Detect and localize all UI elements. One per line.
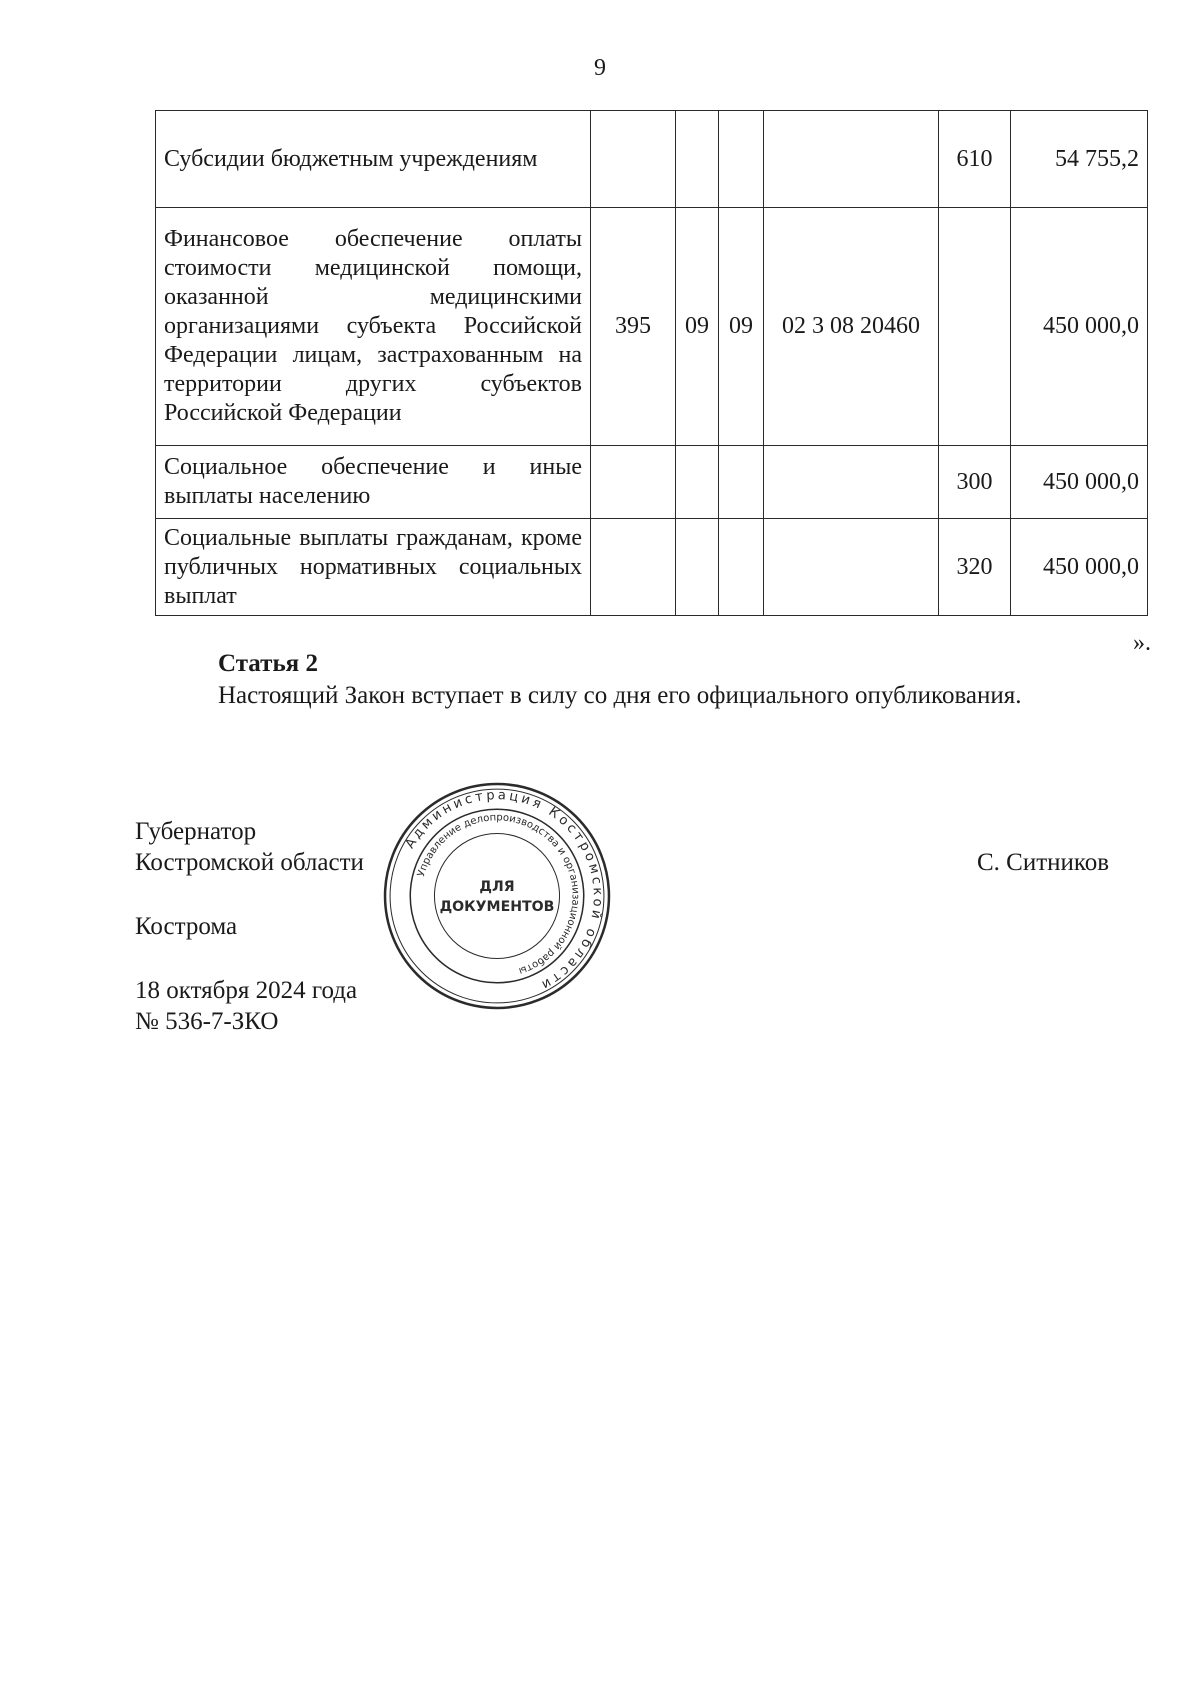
cell-section: 09 [676,208,719,446]
table-row [156,446,1148,519]
cell-target [764,446,939,519]
cell-ministry [591,111,676,208]
budget-table [155,110,1148,616]
cell-target: 02 3 08 20460 [764,208,939,446]
cell-section [676,111,719,208]
table-row [156,519,1148,616]
law-number: № 536-7-ЗКО [135,1008,279,1035]
cell-target [764,519,939,616]
cell-expense-type: 300 [939,446,1011,519]
cell-expense-type: 320 [939,519,1011,616]
cell-name: Финансовое обеспечение оплаты стоимости медицинской помощи, оказанной медицинскими организациями субъекта Российской Федерации лицам, застрахованным на территории других субъектов Российской Федерации [156,208,591,446]
stamp-inner-text: Управление делопроизводства и организационной работы [415,812,581,977]
page-number: 9 [594,55,606,81]
cell-ministry: 395 [591,208,676,446]
closing-quote: ». [1133,630,1151,656]
cell-expense-type [939,208,1011,446]
cell-section [676,446,719,519]
cell-name: Субсидии бюджетным учреждениям [156,111,591,208]
table-row [156,208,1148,446]
cell-amount: 450 000,0 [1011,519,1148,616]
table-row [156,111,1148,208]
cell-subsection [719,519,764,616]
official-stamp [381,780,613,1012]
cell-expense-type: 610 [939,111,1011,208]
stamp-center-line1: ДЛЯ [479,878,515,895]
cell-name: Социальные выплаты гражданам, кроме публичных нормативных социальных выплат [156,519,591,616]
cell-subsection: 09 [719,208,764,446]
signature-city: Кострома [135,913,238,940]
article-title: Статья 2 [218,650,318,677]
signature-position-line2: Костромской области [135,849,364,876]
signature-name: С. Ситников [977,849,1110,876]
cell-subsection [719,446,764,519]
cell-name: Социальное обеспечение и иные выплаты населению [156,446,591,519]
cell-amount: 450 000,0 [1011,208,1148,446]
cell-target [764,111,939,208]
signature-position-line1: Губернатор [135,818,257,845]
article-text: Настоящий Закон вступает в силу со дня его официального опубликования. [218,682,1022,709]
stamp-outer-text: Администрация Костромской области [402,788,605,994]
cell-ministry [591,519,676,616]
cell-section [676,519,719,616]
stamp-center-line2: ДОКУМЕНТОВ [439,899,555,916]
cell-subsection [719,111,764,208]
cell-amount: 54 755,2 [1011,111,1148,208]
signature-date: 18 октября 2024 года [135,977,358,1004]
cell-ministry [591,446,676,519]
cell-amount: 450 000,0 [1011,446,1148,519]
